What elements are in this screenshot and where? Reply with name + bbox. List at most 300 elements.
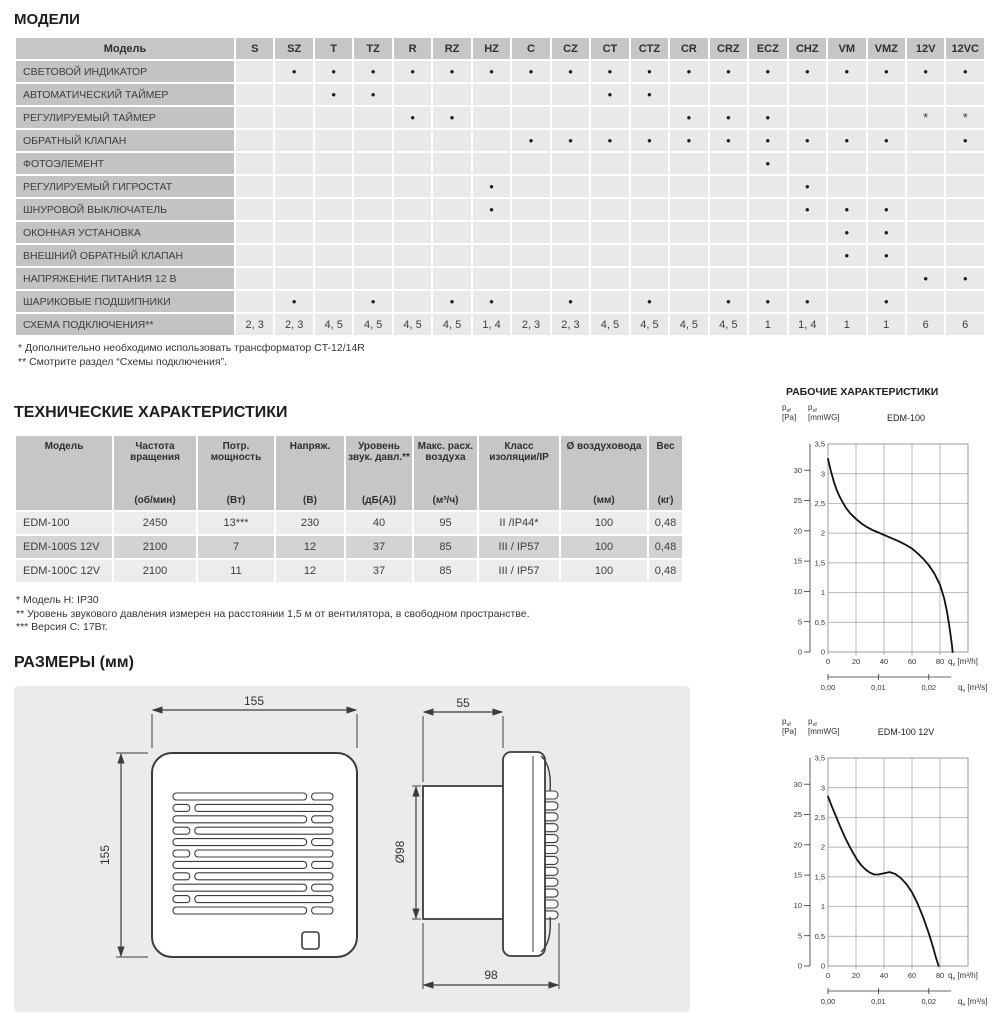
front-view-drawing (116, 710, 357, 957)
svg-text:0,00: 0,00 (820, 997, 836, 1006)
feature-dot-cell: • (591, 130, 628, 151)
svg-text:0,01: 0,01 (871, 997, 886, 1006)
feature-dot-cell: • (394, 107, 431, 128)
feature-row-label: ФОТОЭЛЕМЕНТ (16, 153, 234, 174)
feature-row (16, 314, 984, 335)
svg-text:psf: $p_{sf}$ (808, 403, 817, 414)
svg-text:psf: $p_{sf}$ (782, 717, 791, 728)
feature-empty-cell (354, 268, 391, 289)
footnote-line: * Модель H: IP30 (16, 594, 99, 606)
feature-dot-cell: • (828, 245, 865, 266)
feature-empty-cell (631, 222, 668, 243)
feature-dot-cell: • (710, 107, 747, 128)
feature-empty-cell (946, 199, 984, 220)
feature-empty-cell (315, 176, 352, 197)
feature-value-cell: 4, 5 (433, 314, 470, 335)
feature-dot-cell: • (631, 61, 668, 82)
feature-empty-cell (394, 84, 431, 105)
feature-dot-cell: • (868, 130, 905, 151)
feature-empty-cell (907, 199, 944, 220)
feature-empty-cell (354, 153, 391, 174)
models-col-header: S (236, 38, 273, 59)
feature-empty-cell (631, 107, 668, 128)
dimension-drawings (14, 686, 690, 1012)
feature-empty-cell (394, 199, 431, 220)
feature-empty-cell (394, 130, 431, 151)
performance-chart-edm-100 (778, 396, 1000, 696)
tech-spec-row (16, 536, 682, 558)
feature-value-cell: 4, 5 (631, 314, 668, 335)
svg-text:2,5: 2,5 (814, 499, 825, 509)
feature-empty-cell (946, 291, 984, 312)
feature-dot-cell: • (907, 61, 944, 82)
feature-dot-cell: • (907, 268, 944, 289)
feature-empty-cell (868, 176, 905, 197)
svg-text:3,5: 3,5 (814, 439, 825, 449)
svg-text:1: 1 (820, 902, 825, 912)
feature-empty-cell (354, 130, 391, 151)
feature-row-label: ШНУРОВОЙ ВЫКЛЮЧАТЕЛЬ (16, 199, 234, 220)
svg-text:0: 0 (820, 961, 825, 971)
feature-empty-cell (512, 222, 549, 243)
dim-front-height: 155 (98, 844, 112, 866)
svg-text:0: 0 (820, 647, 825, 657)
svg-text:30: 30 (793, 465, 802, 475)
models-col-header: HZ (473, 38, 510, 59)
feature-empty-cell (552, 176, 589, 197)
feature-empty-cell (907, 153, 944, 174)
feature-dot-cell: • (670, 130, 707, 151)
footnote-line: ** Смотрите раздел “Схемы подключения”. (18, 355, 227, 368)
feature-empty-cell (433, 245, 470, 266)
feature-empty-cell (789, 153, 826, 174)
models-col-header: SZ (275, 38, 312, 59)
feature-empty-cell (354, 222, 391, 243)
feature-value-cell: 1, 4 (473, 314, 510, 335)
spec-value-cell: 0,48 (649, 560, 682, 582)
feature-empty-cell (789, 245, 826, 266)
feature-dot-cell: • (946, 268, 984, 289)
feature-row (16, 291, 984, 312)
feature-empty-cell (946, 222, 984, 243)
spec-value-cell: 40 (346, 512, 412, 534)
models-col-header: C (512, 38, 549, 59)
models-feature-table (14, 36, 986, 337)
svg-text:1,5: 1,5 (814, 558, 825, 568)
spec-value-cell: 12 (276, 536, 344, 558)
tech-col-header: Потр. мощность (Вт) (198, 436, 274, 510)
feature-empty-cell (828, 291, 865, 312)
feature-empty-cell (394, 153, 431, 174)
feature-empty-cell (473, 107, 510, 128)
feature-value-cell: 2, 3 (512, 314, 549, 335)
feature-empty-cell (394, 268, 431, 289)
feature-empty-cell (236, 268, 273, 289)
feature-row-label: ВНЕШНИЙ ОБРАТНЫЙ КЛАПАН (16, 245, 234, 266)
spec-value-cell: 7 (198, 536, 274, 558)
feature-dot-cell: • (749, 291, 786, 312)
performance-chart-edm-100-12v (778, 710, 1000, 1010)
feature-empty-cell (828, 176, 865, 197)
feature-row-label: СХЕМА ПОДКЛЮЧЕНИЯ** (16, 314, 234, 335)
feature-empty-cell (354, 176, 391, 197)
feature-value-cell: 6 (907, 314, 944, 335)
feature-dot-cell: • (552, 130, 589, 151)
feature-empty-cell (749, 176, 786, 197)
feature-dot-cell: • (631, 130, 668, 151)
feature-dot-cell: • (433, 107, 470, 128)
feature-dot-cell: • (868, 291, 905, 312)
feature-empty-cell (591, 176, 628, 197)
feature-dot-cell: • (710, 61, 747, 82)
svg-text:15: 15 (793, 870, 802, 880)
feature-empty-cell (473, 153, 510, 174)
svg-text:psf: $p_{sf}$ (808, 717, 817, 728)
feature-empty-cell (315, 130, 352, 151)
spec-value-cell: 0,48 (649, 536, 682, 558)
feature-value-cell: 4, 5 (315, 314, 352, 335)
spec-value-cell: 85 (414, 536, 477, 558)
feature-row (16, 84, 984, 105)
spec-value-cell: 100 (561, 560, 647, 582)
feature-dot-cell: • (789, 291, 826, 312)
models-col-header: Модель (16, 38, 234, 59)
model-name-cell: EDM-100C 12V (16, 560, 112, 582)
feature-empty-cell (473, 84, 510, 105)
svg-text:20: 20 (793, 526, 802, 536)
svg-text:60: 60 (907, 971, 917, 980)
feature-row-label: ОБРАТНЫЙ КЛАПАН (16, 130, 234, 151)
spec-value-cell: 13*** (198, 512, 274, 534)
svg-text:0,02: 0,02 (921, 997, 937, 1006)
feature-dot-cell: • (789, 61, 826, 82)
models-section-title: МОДЕЛИ (14, 11, 80, 28)
feature-empty-cell (828, 107, 865, 128)
feature-dot-cell: • (512, 61, 549, 82)
feature-empty-cell (907, 84, 944, 105)
feature-empty-cell (670, 176, 707, 197)
feature-empty-cell (552, 245, 589, 266)
feature-value-cell: 1 (868, 314, 905, 335)
dim-total-depth: 98 (484, 968, 498, 982)
feature-empty-cell (631, 268, 668, 289)
tech-specs-table (14, 434, 684, 584)
feature-dot-cell: • (315, 84, 352, 105)
svg-text:[mmWG]: [mmWG] (808, 413, 840, 422)
feature-row (16, 107, 984, 128)
feature-empty-cell (710, 84, 747, 105)
spec-value-cell: 2100 (114, 560, 196, 582)
feature-dot-cell: • (354, 61, 391, 82)
spec-value-cell: 12 (276, 560, 344, 582)
feature-empty-cell (552, 107, 589, 128)
feature-empty-cell (236, 107, 273, 128)
feature-empty-cell (907, 176, 944, 197)
feature-dot-cell: • (552, 61, 589, 82)
feature-empty-cell (670, 153, 707, 174)
feature-empty-cell (315, 222, 352, 243)
feature-empty-cell (946, 176, 984, 197)
feature-empty-cell (275, 107, 312, 128)
svg-text:EDM-100: EDM-100 (886, 413, 926, 423)
svg-text:0: 0 (797, 647, 802, 657)
feature-dot-cell: • (946, 130, 984, 151)
spec-value-cell: 95 (414, 512, 477, 534)
feature-dot-cell: • (315, 61, 352, 82)
spec-value-cell: 100 (561, 536, 647, 558)
feature-empty-cell (710, 245, 747, 266)
feature-empty-cell (473, 222, 510, 243)
feature-dot-cell: • (710, 291, 747, 312)
feature-empty-cell (433, 84, 470, 105)
models-col-header: TZ (354, 38, 391, 59)
feature-dot-cell: • (473, 199, 510, 220)
svg-text:10: 10 (793, 900, 802, 910)
feature-dot-cell: • (828, 130, 865, 151)
feature-dot-cell: • (868, 61, 905, 82)
svg-text:qv [m³/h]: $q_v$ [m³/h] (948, 971, 978, 982)
svg-text:qv [m³/s]: $q_v$ [m³/s] (958, 683, 988, 694)
models-col-header: CRZ (710, 38, 747, 59)
feature-empty-cell (552, 222, 589, 243)
feature-empty-cell (552, 199, 589, 220)
feature-empty-cell (275, 199, 312, 220)
feature-empty-cell (473, 245, 510, 266)
feature-empty-cell (433, 153, 470, 174)
svg-text:psf: $p_{sf}$ (782, 403, 791, 414)
models-col-header: RZ (433, 38, 470, 59)
feature-empty-cell (315, 268, 352, 289)
dim-duct-diameter: Ø98 (393, 840, 407, 864)
feature-empty-cell (946, 245, 984, 266)
feature-dot-cell: • (749, 107, 786, 128)
feature-dot-cell: • (512, 130, 549, 151)
spec-value-cell: 0,48 (649, 512, 682, 534)
svg-text:20: 20 (851, 971, 861, 980)
tech-col-header: Вес (кг) (649, 436, 682, 510)
feature-dot-cell: • (433, 61, 470, 82)
feature-empty-cell (512, 107, 549, 128)
feature-empty-cell (236, 199, 273, 220)
dimensions-section-title: РАЗМЕРЫ (мм) (14, 654, 134, 671)
feature-dot-cell: • (710, 130, 747, 151)
tech-col-header: Частота вращения (об/мин) (114, 436, 196, 510)
feature-empty-cell (315, 107, 352, 128)
feature-empty-cell (670, 84, 707, 105)
feature-empty-cell (591, 291, 628, 312)
feature-empty-cell (433, 222, 470, 243)
feature-dot-cell: • (749, 153, 786, 174)
models-footnotes (18, 342, 365, 369)
feature-row (16, 153, 984, 174)
feature-empty-cell (631, 245, 668, 266)
svg-text:40: 40 (879, 971, 889, 980)
feature-empty-cell (631, 153, 668, 174)
feature-value-cell: 4, 5 (354, 314, 391, 335)
feature-dot-cell: • (433, 291, 470, 312)
feature-dot-cell: • (275, 291, 312, 312)
feature-dot-cell: • (552, 291, 589, 312)
svg-text:10: 10 (793, 586, 802, 596)
svg-text:30: 30 (793, 779, 802, 789)
tech-col-header: Модель (16, 436, 112, 510)
footnote-line: *** Версия C: 17Вт. (16, 621, 108, 634)
feature-row (16, 61, 984, 82)
svg-text:1,5: 1,5 (814, 872, 825, 882)
tech-col-header: Класс изоляции/IP (479, 436, 559, 510)
models-col-header: CHZ (789, 38, 826, 59)
feature-empty-cell (433, 176, 470, 197)
feature-empty-cell (946, 84, 984, 105)
feature-empty-cell (789, 222, 826, 243)
feature-empty-cell (670, 199, 707, 220)
feature-empty-cell (710, 268, 747, 289)
svg-text:qv [m³/s]: $q_v$ [m³/s] (958, 997, 988, 1008)
svg-text:EDM-100 12V: EDM-100 12V (877, 727, 935, 737)
svg-text:80: 80 (935, 657, 945, 666)
feature-dot-cell: • (828, 222, 865, 243)
feature-empty-cell (631, 176, 668, 197)
feature-row-label: РЕГУЛИРУЕМЫЙ ТАЙМЕР (16, 107, 234, 128)
feature-dot-cell: • (828, 199, 865, 220)
feature-empty-cell (552, 84, 589, 105)
feature-empty-cell (868, 268, 905, 289)
tech-footnotes (16, 594, 530, 635)
feature-empty-cell (512, 291, 549, 312)
feature-empty-cell (354, 107, 391, 128)
feature-dot-cell: • (473, 61, 510, 82)
feature-empty-cell (275, 268, 312, 289)
feature-empty-cell (710, 153, 747, 174)
feature-dot-cell: • (749, 61, 786, 82)
feature-dot-cell: • (789, 130, 826, 151)
feature-empty-cell (670, 245, 707, 266)
feature-value-cell: 4, 5 (670, 314, 707, 335)
feature-empty-cell (552, 268, 589, 289)
feature-empty-cell (354, 199, 391, 220)
dimensions-panel (14, 686, 690, 1012)
feature-dot-cell: • (473, 176, 510, 197)
feature-empty-cell (512, 245, 549, 266)
feature-empty-cell (394, 176, 431, 197)
models-col-header: T (315, 38, 352, 59)
feature-value-cell: 1 (828, 314, 865, 335)
models-col-header: CR (670, 38, 707, 59)
feature-value-cell: 4, 5 (591, 314, 628, 335)
models-col-header: VMZ (868, 38, 905, 59)
svg-text:0,02: 0,02 (921, 683, 937, 692)
svg-text:15: 15 (793, 556, 802, 566)
models-col-header: VM (828, 38, 865, 59)
feature-empty-cell (275, 222, 312, 243)
spec-value-cell: 230 (276, 512, 344, 534)
svg-text:20: 20 (793, 840, 802, 850)
svg-text:3: 3 (820, 469, 825, 479)
feature-dot-cell: • (473, 291, 510, 312)
feature-empty-cell (512, 153, 549, 174)
feature-empty-cell (868, 84, 905, 105)
feature-value-cell: 4, 5 (710, 314, 747, 335)
feature-empty-cell (473, 130, 510, 151)
models-col-header: 12V (907, 38, 944, 59)
feature-empty-cell (473, 268, 510, 289)
svg-text:2: 2 (820, 528, 825, 538)
feature-dot-cell: • (631, 84, 668, 105)
spec-value-cell: III / IP57 (479, 536, 559, 558)
feature-empty-cell (236, 291, 273, 312)
models-col-header: ECZ (749, 38, 786, 59)
svg-text:2: 2 (820, 842, 825, 852)
feature-empty-cell (828, 268, 865, 289)
feature-empty-cell (591, 153, 628, 174)
feature-empty-cell (275, 130, 312, 151)
feature-dot-cell: • (591, 61, 628, 82)
tech-spec-row (16, 560, 682, 582)
footnote-line: ** Уровень звукового давления измерен на расстоянии 1,5 м от вентилятора, в свободном пространстве. (16, 607, 530, 620)
svg-text:5: 5 (797, 617, 802, 627)
feature-row (16, 176, 984, 197)
feature-empty-cell (275, 176, 312, 197)
feature-dot-cell: • (591, 84, 628, 105)
feature-dot-cell: • (789, 199, 826, 220)
spec-value-cell: II /IP44* (479, 512, 559, 534)
feature-empty-cell (315, 245, 352, 266)
feature-value-cell: * (907, 107, 944, 128)
feature-row (16, 268, 984, 289)
feature-empty-cell (789, 84, 826, 105)
models-col-header: 12VC (946, 38, 984, 59)
svg-text:25: 25 (793, 810, 802, 820)
models-col-header: CZ (552, 38, 589, 59)
feature-row-label: РЕГУЛИРУЕМЫЙ ГИГРОСТАТ (16, 176, 234, 197)
feature-empty-cell (236, 176, 273, 197)
tech-col-header: Напряж. (В) (276, 436, 344, 510)
svg-text:20: 20 (851, 657, 861, 666)
feature-empty-cell (275, 153, 312, 174)
svg-text:25: 25 (793, 496, 802, 506)
model-name-cell: EDM-100 (16, 512, 112, 534)
feature-empty-cell (828, 153, 865, 174)
feature-empty-cell (315, 199, 352, 220)
feature-empty-cell (591, 245, 628, 266)
feature-empty-cell (591, 222, 628, 243)
spec-value-cell: 2100 (114, 536, 196, 558)
feature-value-cell: 6 (946, 314, 984, 335)
feature-empty-cell (907, 291, 944, 312)
dim-front-width: 155 (243, 694, 265, 708)
feature-empty-cell (749, 199, 786, 220)
feature-empty-cell (868, 107, 905, 128)
feature-dot-cell: • (670, 61, 707, 82)
feature-empty-cell (236, 84, 273, 105)
dim-collar-depth: 55 (456, 696, 470, 710)
feature-empty-cell (749, 268, 786, 289)
feature-empty-cell (670, 222, 707, 243)
feature-dot-cell: • (868, 222, 905, 243)
feature-empty-cell (789, 107, 826, 128)
feature-empty-cell (433, 268, 470, 289)
feature-empty-cell (394, 291, 431, 312)
feature-empty-cell (275, 84, 312, 105)
svg-text:80: 80 (935, 971, 945, 980)
svg-text:0,5: 0,5 (814, 931, 825, 941)
feature-empty-cell (670, 268, 707, 289)
spec-value-cell: 37 (346, 536, 412, 558)
feature-empty-cell (591, 107, 628, 128)
svg-text:40: 40 (879, 657, 889, 666)
footnote-line: * Дополнительно необходимо использовать трансформатор CT-12/14R (18, 342, 365, 354)
side-view-drawing (412, 712, 559, 989)
